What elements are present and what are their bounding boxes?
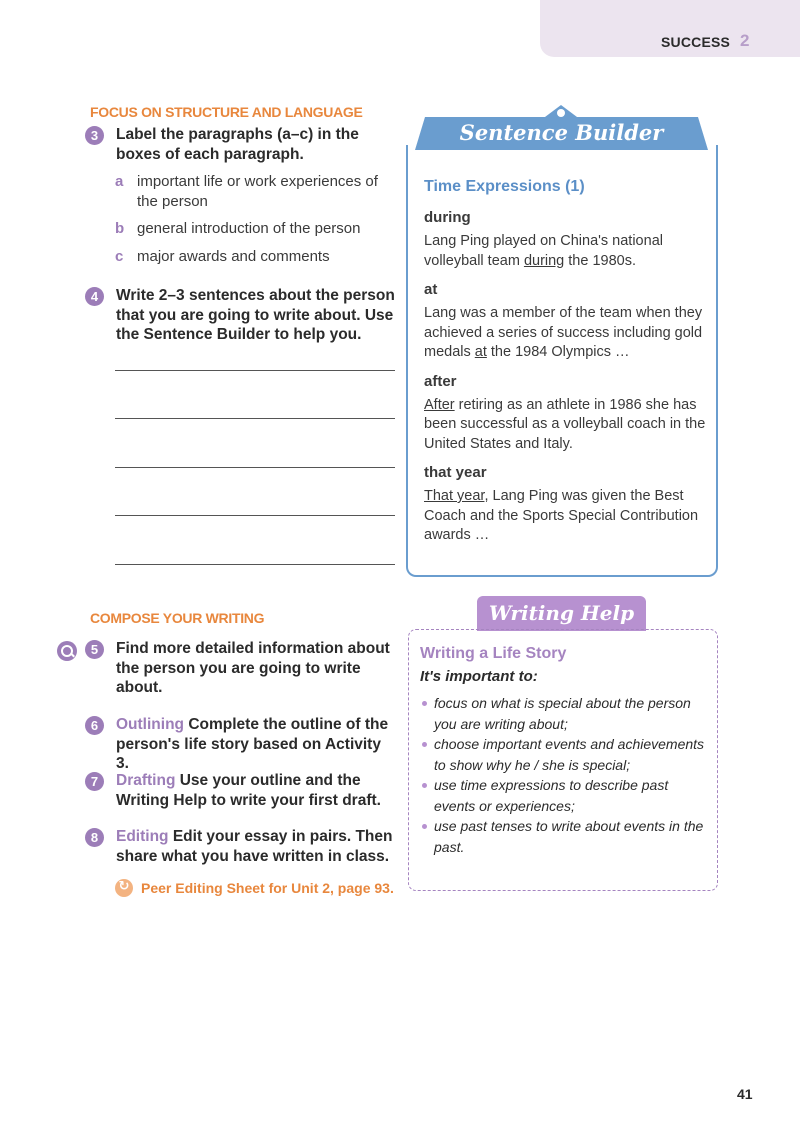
page-number: 41 [737, 1086, 753, 1102]
expression-keyword: after [424, 372, 457, 390]
item-letter: a [115, 173, 124, 190]
task-6 [85, 715, 395, 774]
peer-editing-note[interactable]: Peer Editing Sheet for Unit 2, page 93. [141, 880, 394, 896]
list-item: choose important events and achievements to show why he / she is special; [420, 734, 705, 775]
writing-help-heading: Writing a Life Story [420, 645, 567, 662]
expression-group [424, 281, 709, 363]
task-number-badge: 3 [85, 126, 104, 145]
expression-group [424, 464, 709, 546]
sentence-builder-content [424, 178, 709, 556]
task-4 [85, 286, 395, 345]
expression-keyword: at [424, 281, 438, 298]
task-5 [85, 639, 395, 698]
sentence-builder-title: Sentence Builder [459, 120, 664, 145]
task-3-list [115, 172, 395, 274]
focus-section-heading: FOCUS ON STRUCTURE AND LANGUAGE [90, 104, 363, 120]
task-8-body: Edit your essay in pairs. Then share what you have written in class. [116, 828, 393, 865]
list-item: focus on what is special about the person you are writing about; [420, 693, 705, 734]
task-8-text [116, 827, 395, 866]
task-3 [85, 125, 395, 164]
expression-group [424, 209, 709, 271]
task-6-body: Complete the outline of the person's life story based on Activity 3. [116, 716, 389, 772]
task-6-text [116, 715, 395, 774]
list-item: use time expressions to describe past events or experiences; [420, 775, 705, 816]
writing-line[interactable] [115, 418, 395, 419]
task-number-badge: 6 [85, 716, 104, 735]
task-7-body: Use your outline and the Writing Help to write your first draft. [116, 772, 381, 809]
item-letter: c [115, 247, 124, 265]
expression-keyword: that year [424, 464, 487, 481]
expression-example: After retiring as an athlete in 1986 she has been successful as a volleyball coach in the United States and Italy. [424, 396, 706, 452]
expression-keyword: during [424, 209, 471, 226]
task-number-badge: 5 [85, 640, 104, 659]
item-text: major awards and comments [137, 247, 330, 265]
writing-line[interactable] [115, 515, 395, 516]
writing-line[interactable] [115, 467, 395, 468]
sentence-builder-heading: Time Expressions (1) [424, 178, 585, 195]
task-5-text: Find more detailed information about the person you are going to write about. [116, 640, 390, 696]
writing-help-subheading: It's important to: [420, 668, 538, 685]
expression-example: Lang Ping played on China's national volleyball team during the 1980s. [424, 233, 663, 269]
task-3-text: Label the paragraphs (a–c) in the boxes of each paragraph. [116, 126, 359, 163]
expression-example: Lang was a member of the team when they achieved a series of success including gold medals at the 1984 Olympics … [424, 305, 703, 360]
unit-name: SUCCESS [661, 34, 731, 50]
task-4-text: Write 2–3 sentences about the person that you are going to write about. Use the Sentence Builder to help you. [116, 287, 395, 343]
writing-help-list [420, 693, 705, 857]
compose-section-heading: COMPOSE YOUR WRITING [90, 610, 265, 626]
search-icon [57, 641, 77, 661]
writing-line[interactable] [115, 564, 395, 565]
task-number-badge: 4 [85, 287, 104, 306]
task-number-badge: 7 [85, 772, 104, 791]
list-item [115, 219, 395, 239]
writing-help-title: Writing Help [488, 601, 635, 625]
task-8 [85, 827, 395, 866]
unit-number: 2 [740, 31, 750, 50]
item-letter: b [115, 220, 125, 237]
list-item: use past tenses to write about events in the past. [420, 816, 705, 857]
task-7-text [116, 771, 395, 810]
expression-group [424, 373, 709, 455]
writing-line[interactable] [115, 370, 395, 371]
task-8-label: Editing [116, 828, 169, 845]
task-7-label: Drafting [116, 772, 176, 789]
task-6-label: Outlining [116, 716, 185, 733]
task-7 [85, 771, 395, 810]
cycle-icon [115, 879, 133, 897]
item-text: important life or work experiences of the person [137, 173, 378, 210]
expression-example: That year, Lang Ping was given the Best Coach and the Sports Special Contribution awards … [424, 488, 699, 543]
task-number-badge: 8 [85, 828, 104, 847]
list-item [115, 172, 395, 211]
item-text: general introduction of the person [137, 220, 361, 237]
list-item [115, 247, 395, 267]
